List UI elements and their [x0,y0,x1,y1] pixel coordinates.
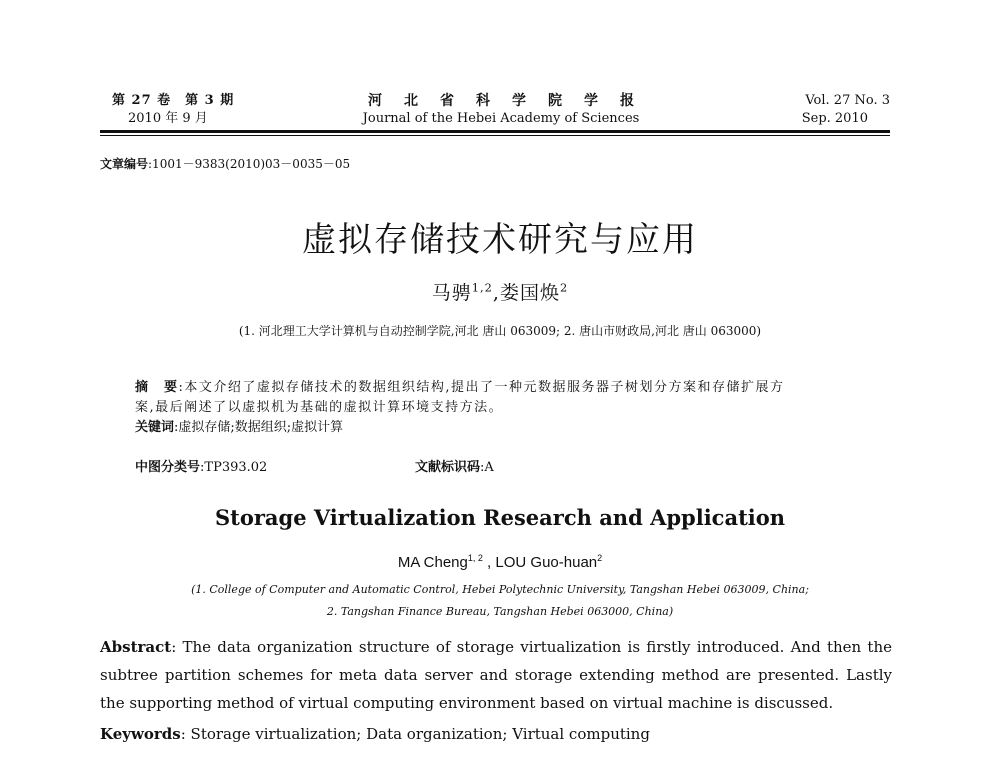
author1-cn-sup: 1,2 [471,280,493,295]
article-number-value: :1001－9383(2010)03－0035－05 [148,157,351,171]
abstract-cn-text2: 案,最后阐述了以虚拟机为基础的虚拟计算环境支持方法。 [135,400,504,415]
keywords-en-value: : Storage virtualization; Data organization; Virtual computing [180,725,650,743]
article-number [100,155,350,172]
title-cn: 虚拟存储技术研究与应用 [302,220,698,260]
header-date-en: Sep. 2010 [801,111,868,126]
affiliation-cn: (1. 河北理工大学计算机与自动控制学院,河北 唐山 063009; 2. 唐山市财政局,河北 唐山 063000) [238,324,762,338]
header-journal-name [112,92,890,128]
author1-en: MA Cheng [397,554,468,571]
doc-code-label: 文献标识码 [415,460,481,475]
header-rule-thin [100,135,890,136]
title-en: Storage Virtualization Research and Application [214,505,786,530]
keywords-cn [135,418,875,438]
header-volume: 第 27 卷 第 3 期 [112,93,235,108]
header-volume-en: Vol. 27 No. 3 [805,93,890,108]
doc-code-value: :A [480,460,494,475]
author2-cn-sup: 2 [559,280,569,295]
abstract-cn-label: 摘 要 [135,380,179,395]
abstract-cn-line1 [135,378,875,398]
keywords-cn-label: 关键词 [135,420,175,435]
affiliation-en-line1: (1. College of Computer and Automatic Control, Hebei Polytechnic University, Tangshan Hebei 063009, China; [191,583,809,596]
article-number-label: 文章编号 [100,157,149,171]
keywords-en-label: Keywords [100,725,181,743]
abstract-en-label: Abstract [100,638,172,656]
header-rule-thick [100,130,890,133]
author2-en-sup: 2 [597,553,603,563]
header-date-cn: 2010 年 9 月 [128,111,208,126]
journal-name-cn: 河北省科学院学报 [368,93,656,109]
author1-en-sup: 1, 2 [467,553,483,563]
abstract-en-text: : The data organization structure of storage virtualization is firstly introduced. And then the subtree partition schemes for meta data server and storage extending method are presented. Lastly the supporting method of virtual computing environment based on virtual machine is discussed. [100,638,892,712]
author-sep-cn: , [492,282,500,304]
authors-en [0,554,1000,571]
abstract-cn-text1: :本文介绍了虚拟存储技术的数据组织结构,提出了一种元数据服务器子树划分方案和存储扩展方 [178,380,785,395]
abstract-en [100,633,892,717]
affiliation-en-line2: 2. Tangshan Finance Bureau, Tangshan Hebei 063000, China) [326,605,674,618]
author2-cn: 娄国焕 [499,282,560,304]
journal-name-en: Journal of the Hebei Academy of Sciences [362,111,640,126]
abstract-cn-block [135,378,875,438]
author-sep-en: , [482,554,496,571]
document-code [415,456,494,475]
clc-value: :TP393.02 [200,460,268,475]
keywords-en [100,720,650,748]
author1-cn: 马骋 [431,282,472,304]
clc-label: 中图分类号 [135,460,201,475]
author2-en: LOU Guo-huan [495,554,598,571]
header-vol-en [802,92,890,128]
clc-number [135,456,267,475]
keywords-cn-value: :虚拟存储;数据组织;虚拟计算 [174,420,344,435]
authors-cn [0,278,1000,305]
